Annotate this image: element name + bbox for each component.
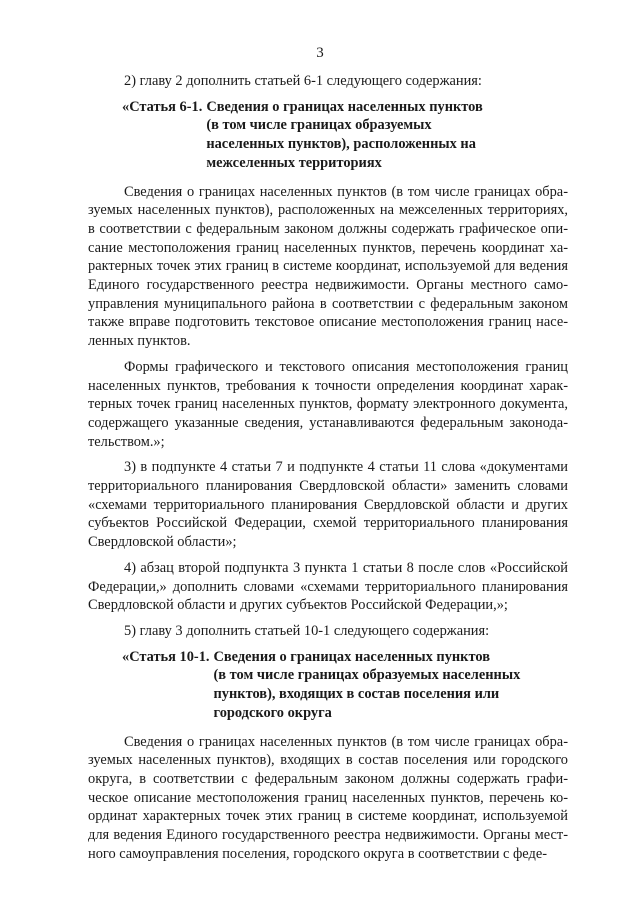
article-number: «Статья 10-1.	[122, 648, 210, 665]
article-title	[202, 98, 506, 173]
article-number: «Статья 6-1.	[122, 98, 203, 115]
article-title-line: межселенных территориях	[206, 154, 382, 171]
document-body	[88, 72, 568, 870]
paragraph-article-10-1-text-1: Сведения о границах населенных пунктов (в том числе границах образуемых населенных пунктов), входящих в состав поселения или городского округа, в соответствии с федеральным законом должны содержать графическое описание местоположения границ населенных пунктов, перечень координат характерных точек этих границ в системе координат, используемой для ведения Единого государственного реестра недвижимости. Органы местного самоуправления поселения, городского округа в соответствии с феде-	[88, 733, 568, 862]
article-title	[210, 648, 544, 723]
page-number: 3	[316, 45, 324, 61]
paragraph-amend-4: 4) абзац второй подпункта 3 пункта 1 статьи 8 после слов «Российской Федерации,» дополнить словами «схемами территориального планирования Свердловской области и других субъектов Российской Федерации,»;	[88, 559, 568, 614]
article-title-line: пунктов), входящих в состав поселения или	[213, 686, 500, 703]
paragraph-amend-2: 2) главу 2 дополнить статьей 6-1 следующего содержания:	[124, 73, 482, 89]
article-title-line: (в том числе границах образуемых населенных	[213, 667, 521, 684]
article-title-line: Сведения о границах населенных пунктов	[206, 98, 483, 115]
article-title-line: населенных пунктов), расположенных на	[206, 136, 476, 153]
article-title-line: (в том числе границах образуемых	[206, 117, 432, 134]
paragraph-article-6-1-text-2: Формы графического и текстового описания местоположения границ населенных пунктов, требования к точности определения координат характерных точек границ населенных пунктов, формату электронного документа, содержащего указанные сведения, устанавливаются федеральным законодательством.»;	[88, 358, 568, 450]
paragraph-amend-5: 5) главу 3 дополнить статьей 10-1 следующего содержания:	[124, 622, 490, 639]
article-heading-6-1	[88, 98, 568, 173]
article-title-line: Сведения о границах населенных пунктов	[213, 648, 490, 665]
paragraph-article-6-1-text-1: Сведения о границах населенных пунктов (в том числе границах образуемых населенных пунктов), расположенных на межселенных территориях, в соответствии с федеральным законом должны содержать графическое описание местоположения границ населенных пунктов, перечень координат характерных точек этих границ в системе координат, используемой для ведения Единого государственного реестра недвижимости. Органы местного самоуправления муниципального района в соответствии с федеральным законом также вправе подготовить текстовое описание местоположения границ населенных пунктов.	[88, 183, 568, 350]
paragraph-amend-3: 3) в подпункте 4 статьи 7 и подпункте 4 статьи 11 слова «документами территориального планирования Свердловской области» заменить словами «схемами территориального планирования Свердловской области и других субъектов Российской Федерации, схемой территориального планирования Свердловской области»;	[88, 459, 568, 551]
article-heading-10-1	[88, 648, 568, 723]
article-title-line: городского округа	[213, 704, 332, 721]
